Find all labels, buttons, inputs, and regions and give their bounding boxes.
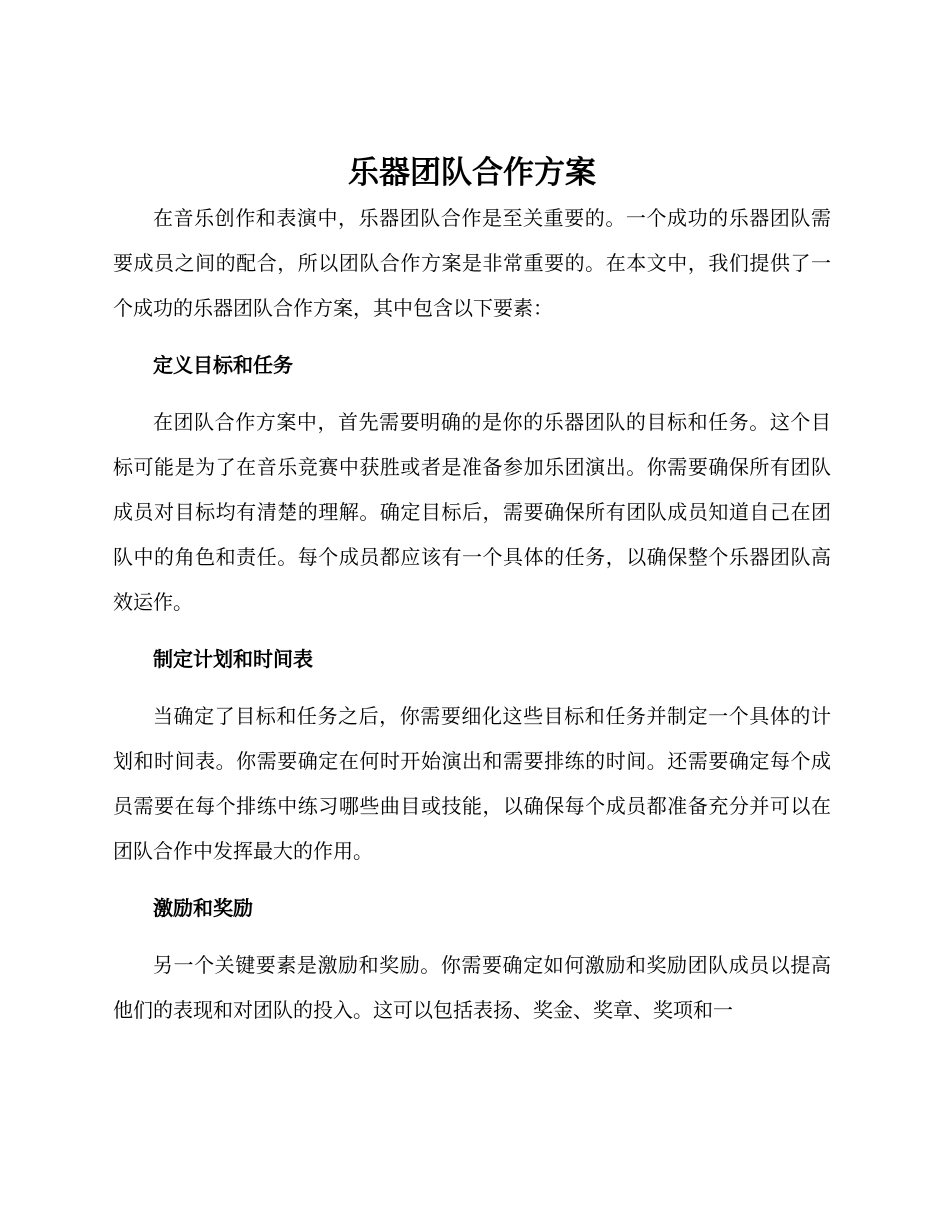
section-heading-plan: 制定计划和时间表 xyxy=(153,647,313,671)
document-title: 乐器团队合作方案 xyxy=(348,155,596,191)
section-body-rewards: 另一个关键要素是激励和奖励。你需要确定如何激励和奖励团队成员以提高他们的表现和对团队的投入。这可以包括表扬、奖金、奖章、奖项和一 xyxy=(113,953,831,1022)
section-heading-goals: 定义目标和任务 xyxy=(153,353,293,377)
document-content xyxy=(113,150,831,1033)
section-heading-rewards: 激励和奖励 xyxy=(153,896,253,920)
intro-paragraph: 在音乐创作和表演中，乐器团队合作是至关重要的。一个成功的乐器团队需要成员之间的配合，所以团队合作方案是非常重要的。在本文中，我们提供了一个成功的乐器团队合作方案，其中包含以下要素： xyxy=(113,206,831,320)
section-body-goals: 在团队合作方案中，首先需要明确的是你的乐器团队的目标和任务。这个目标可能是为了在音乐竞赛中获胜或者是准备参加乐团演出。你需要确保所有团队成员对目标均有清楚的理解。确定目标后，需要确保所有团队成员知道自己在团队中的角色和责任。每个成员都应该有一个具体的任务，以确保整个乐器团队高效运作。 xyxy=(113,410,831,614)
section-body-plan: 当确定了目标和任务之后，你需要细化这些目标和任务并制定一个具体的计划和时间表。你需要确定在何时开始演出和需要排练的时间。还需要确定每个成员需要在每个排练中练习哪些曲目或技能，以确保每个成员都准备充分并可以在团队合作中发挥最大的作用。 xyxy=(113,704,831,863)
